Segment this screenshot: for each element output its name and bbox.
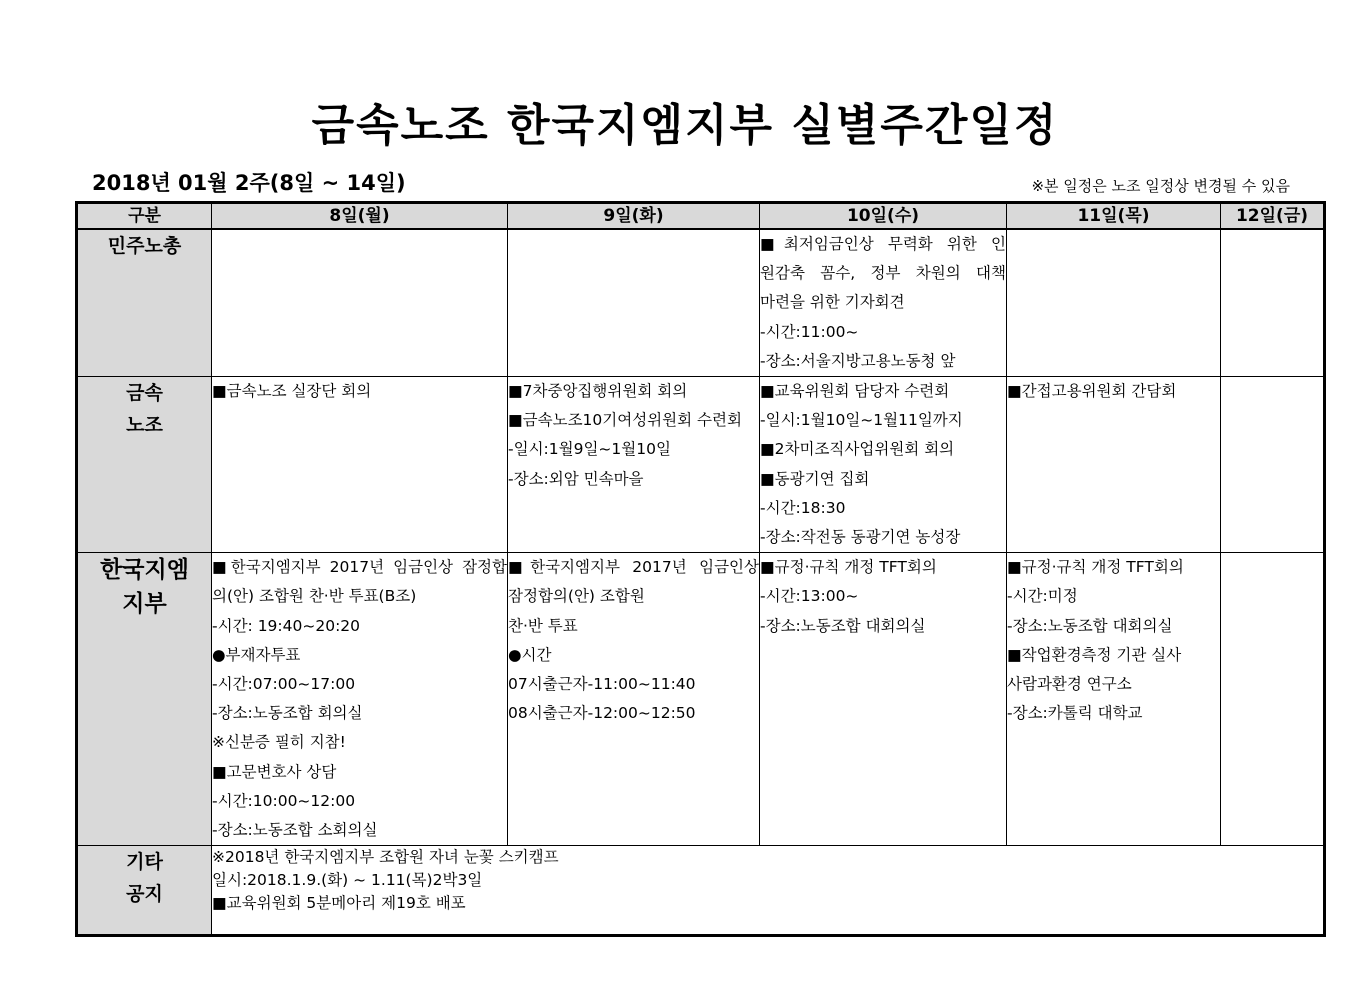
header-day-tue: 9일(화) [508,203,760,230]
header-day-mon: 8일(월) [212,203,508,230]
schedule-line: -시간:13:00~ [760,587,859,606]
header-day-wed: 10일(수) [760,203,1007,230]
schedule-line: -시간:18:30 [760,498,846,517]
row-label-misc [77,846,212,936]
schedule-line: -시간:미정 [1007,587,1078,606]
schedule-line: ■7차중앙집행위원회 회의 [508,382,688,401]
misc-notice-cell [212,846,1325,936]
schedule-line: -시간:07:00~17:00 [212,675,356,694]
row-label-misc-line1: 기타 [126,851,163,874]
schedule-line: -시간:10:00~12:00 [212,791,356,810]
header-row [77,203,1325,230]
row-label-kmwu-line1: 금속 [126,382,163,405]
schedule-line: ■최저임금인상 무력화 위한 인 [760,235,1006,253]
schedule-line: ■규정·규칙 개정 TFT회의 [760,558,937,577]
schedule-line: 사람과환경 연구소 [1007,675,1132,694]
gm-wed-cell [760,553,1007,846]
schedule-line: -장소:노동조합 소회의실 [212,821,378,840]
kmwu-tue-cell [508,377,760,553]
row-label-gm-line1: 한국지엠 [100,557,189,584]
schedule-line: ■동광기연 집회 [760,469,870,488]
schedule-line: ■2차미조직사업위원회 회의 [760,440,955,459]
kctu-fri-cell [1221,229,1325,377]
gm-fri-cell [1221,553,1325,846]
kctu-mon-cell [212,229,508,377]
schedule-line: 07시출근자-11:00~11:40 [508,675,696,694]
kctu-wed-cell [760,229,1007,377]
gm-mon-cell [212,553,508,846]
schedule-line: -장소:외암 민속마을 [508,469,644,488]
notice-line: ■교육위원회 5분메아리 제19호 배포 [212,894,466,913]
schedule-line: ■한국지엠지부 2017년 임금인상 잠정합 [212,558,507,577]
schedule-line: -시간: 19:40~20:20 [212,616,361,635]
schedule-line: -장소:노동조합 대회의실 [1007,616,1173,635]
schedule-line: ●부재자투표 [212,645,301,664]
row-kctu [77,229,1325,377]
kmwu-fri-cell [1221,377,1325,553]
row-label-misc-line2: 공지 [126,883,163,906]
kmwu-mon-cell [212,377,508,553]
gm-thu-cell [1007,553,1221,846]
kctu-tue-cell [508,229,760,377]
header-category: 구분 [77,203,212,230]
header-day-thu: 11일(목) [1007,203,1221,230]
schedule-line: ■규정·규칙 개정 TFT회의 [1007,558,1184,577]
row-kmwu [77,377,1325,553]
schedule-line: -장소:노동조합 회의실 [212,704,363,723]
schedule-line: ※신분증 필히 지참! [212,733,346,752]
schedule-line: -일시:1월9일~1월10일 [508,440,671,459]
schedule-line: -시간:11:00~ [760,322,859,341]
week-subtitle: 2018년 01월 2주(8일 ~ 14일) [92,171,406,195]
schedule-line: -장소:서울지방고용노동청 앞 [760,351,956,370]
schedule-line: ■작업환경측정 기관 실사 [1007,645,1182,664]
row-label-gm [77,553,212,846]
schedule-line: ●시간 [508,645,552,664]
schedule-line: 의(안) 조합원 찬·반 투표(B조) [212,587,417,606]
kmwu-wed-cell [760,377,1007,553]
page-title: 금속노조 한국지엠지부 실별주간일정 [311,100,1059,151]
kctu-thu-cell [1007,229,1221,377]
schedule-line: ■한국지엠지부 2017년 임금인상 [508,558,759,577]
schedule-line: 마련을 위한 기자회견 [760,293,905,312]
schedule-line: -장소:노동조합 대회의실 [760,616,926,635]
kmwu-thu-cell [1007,377,1221,553]
schedule-line: 찬·반 투표 [508,616,578,635]
schedule-line: ■간접고용위원회 간담회 [1007,382,1177,401]
schedule-line: -장소:작전동 동광기연 농성장 [760,528,961,547]
schedule-line: 원감축 꼼수, 정부 차원의 대책 [760,264,1006,283]
schedule-line: ■교육위원회 담당자 수련회 [760,382,950,401]
row-label-kctu-text: 민주노총 [107,235,182,257]
schedule-line: ■금속노조10기여성위원회 수련회 [508,411,742,430]
schedule-line: ■금속노조 실장단 회의 [212,382,372,401]
row-misc [77,846,1325,936]
header-day-fri: 12일(금) [1221,203,1325,230]
notice-line: 일시:2018.1.9.(화) ~ 1.11(목)2박3일 [212,871,483,890]
row-gm [77,553,1325,846]
schedule-line: ■고문변호사 상담 [212,762,337,781]
row-label-kctu [77,229,212,377]
schedule-change-note: ※본 일정은 노조 일정상 변경될 수 있음 [1031,177,1290,195]
row-label-kmwu-line2: 노조 [126,414,163,437]
notice-line: ※2018년 한국지엠지부 조합원 자녀 눈꽃 스키캠프 [212,848,559,867]
row-label-kmwu [77,377,212,553]
schedule-line: -일시:1월10일~1월11일까지 [760,411,963,430]
row-label-gm-line2: 지부 [122,591,167,618]
weekly-schedule-table [75,201,1326,937]
schedule-line: 잠정합의(안) 조합원 [508,587,645,606]
gm-tue-cell [508,553,760,846]
schedule-line: -장소:카톨릭 대학교 [1007,704,1143,723]
schedule-line: 08시출근자-12:00~12:50 [508,704,696,723]
